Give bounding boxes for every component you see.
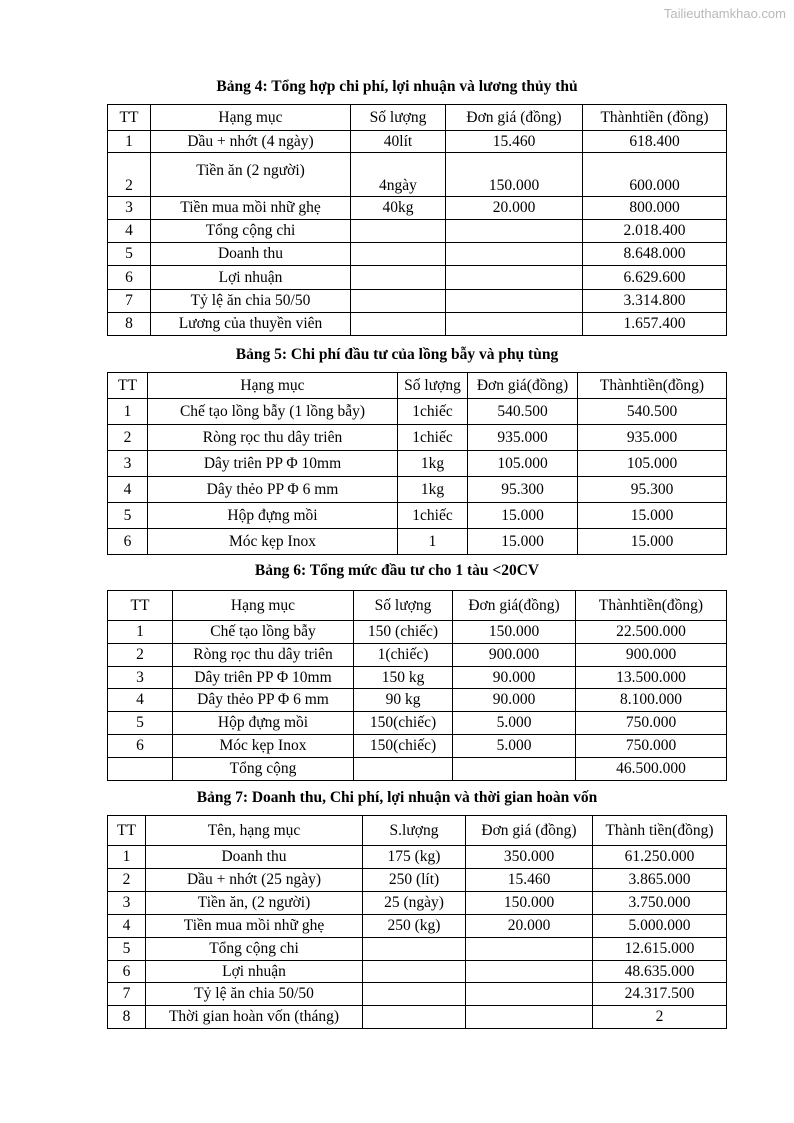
- table-cell: [466, 961, 593, 983]
- table-cell: 24.317.500: [593, 983, 727, 1006]
- table6-caption: Bảng 6: Tổng mức đầu tư cho 1 tàu <20CV: [254, 562, 540, 579]
- table-cell: Hộp đựng mồi: [148, 503, 398, 529]
- table-cell: 5.000: [453, 712, 576, 735]
- column-header: Tên, hạng mục: [146, 816, 363, 846]
- table-cell: Tổng cộng chi: [146, 938, 363, 961]
- column-header: Số lượng: [351, 105, 446, 131]
- table-cell: 540.500: [468, 399, 578, 425]
- table-cell: Thời gian hoàn vốn (tháng): [146, 1006, 363, 1029]
- table-cell: 15.000: [578, 529, 727, 555]
- table-cell: 5: [108, 938, 146, 961]
- table-cell: Tiền ăn (2 người): [151, 153, 351, 197]
- column-header: TT: [108, 591, 173, 621]
- table-cell: Lương của thuyền viên: [151, 313, 351, 336]
- table-cell: Dây triên PP Φ 10mm: [173, 667, 354, 689]
- table-row: [108, 758, 727, 781]
- column-header: Đơn giá (đồng): [446, 105, 583, 131]
- table-cell: [446, 266, 583, 290]
- column-header: TT: [108, 105, 151, 131]
- table-cell: [351, 290, 446, 313]
- table-cell: [446, 243, 583, 266]
- table-row: [108, 243, 727, 266]
- table-cell: 150 kg: [354, 667, 453, 689]
- table-cell: 900.000: [453, 644, 576, 667]
- table6: [107, 590, 727, 781]
- column-header: Đơn giá(đồng): [468, 373, 578, 399]
- table-cell: 22.500.000: [576, 621, 727, 644]
- table-cell: Dây thẻo PP Φ 6 mm: [148, 477, 398, 503]
- table-cell: 4: [108, 477, 148, 503]
- table-cell: 1chiếc: [398, 399, 468, 425]
- table-cell: 2: [108, 153, 151, 197]
- table-cell: 7: [108, 983, 146, 1006]
- table-cell: 7: [108, 290, 151, 313]
- table-cell: [108, 758, 173, 781]
- table-cell: 4ngày: [351, 153, 446, 197]
- table-cell: 350.000: [466, 846, 593, 869]
- table-cell: [351, 243, 446, 266]
- table-cell: 1: [398, 529, 468, 555]
- table-cell: 540.500: [578, 399, 727, 425]
- table-cell: 12.615.000: [593, 938, 727, 961]
- table-row: [108, 1006, 727, 1029]
- table-cell: 6: [108, 266, 151, 290]
- table-cell: Dây thẻo PP Φ 6 mm: [173, 689, 354, 712]
- table-cell: Dây triên PP Φ 10mm: [148, 451, 398, 477]
- table-cell: [446, 220, 583, 243]
- table-cell: 5: [108, 503, 148, 529]
- column-header: Số lượng: [398, 373, 468, 399]
- table-cell: [354, 758, 453, 781]
- table-cell: Tiền ăn, (2 người): [146, 892, 363, 915]
- table-row: [108, 983, 727, 1006]
- table-cell: Doanh thu: [151, 243, 351, 266]
- table-cell: Dầu + nhớt (4 ngày): [151, 131, 351, 153]
- column-header: TT: [108, 816, 146, 846]
- table-cell: 3: [108, 892, 146, 915]
- table-cell: 150.000: [466, 892, 593, 915]
- table-cell: 90.000: [453, 667, 576, 689]
- watermark: Tailieuthamkhao.com: [663, 6, 786, 21]
- table4: [107, 104, 727, 336]
- table5-caption: Bảng 5: Chi phí đầu tư của lồng bẫy và phụ tùng: [235, 346, 559, 363]
- table-cell: 618.400: [583, 131, 727, 153]
- table-cell: 1chiếc: [398, 425, 468, 451]
- table7: [107, 815, 727, 1029]
- table-cell: [351, 220, 446, 243]
- table-cell: Ròng rọc thu dây triên: [173, 644, 354, 667]
- table-cell: 95.300: [578, 477, 727, 503]
- table-cell: 8: [108, 313, 151, 336]
- table-cell: Lợi nhuận: [151, 266, 351, 290]
- table-row: [108, 131, 727, 153]
- table-cell: Dầu + nhớt (25 ngày): [146, 869, 363, 892]
- table-cell: Móc kẹp Inox: [173, 735, 354, 758]
- table-cell: 800.000: [583, 197, 727, 220]
- table-cell: 600.000: [583, 153, 727, 197]
- table4-caption: Bảng 4: Tổng hợp chi phí, lợi nhuận và lương thủy thủ: [216, 78, 578, 95]
- table-cell: 150(chiếc): [354, 712, 453, 735]
- table-cell: 1: [108, 131, 151, 153]
- table-cell: 3.314.800: [583, 290, 727, 313]
- table-cell: Tổng cộng chi: [151, 220, 351, 243]
- table-cell: 150 (chiếc): [354, 621, 453, 644]
- table-row: [108, 529, 727, 555]
- table-cell: 46.500.000: [576, 758, 727, 781]
- table-cell: 5: [108, 243, 151, 266]
- table-cell: 1: [108, 621, 173, 644]
- table-row: [108, 153, 727, 197]
- table-cell: [453, 758, 576, 781]
- table-header-row: [108, 816, 727, 846]
- table-cell: [363, 1006, 466, 1029]
- table-cell: 2: [593, 1006, 727, 1029]
- table-cell: Tỷ lệ ăn chia 50/50: [146, 983, 363, 1006]
- table-cell: 150(chiếc): [354, 735, 453, 758]
- table-header-row: [108, 105, 727, 131]
- table-cell: 15.000: [578, 503, 727, 529]
- table-cell: Ròng rọc thu dây triên: [148, 425, 398, 451]
- table-cell: 6: [108, 529, 148, 555]
- table-cell: 3.750.000: [593, 892, 727, 915]
- table-cell: 2: [108, 425, 148, 451]
- table-row: [108, 220, 727, 243]
- table-cell: 25 (ngày): [363, 892, 466, 915]
- table-cell: 250 (kg): [363, 915, 466, 938]
- table-cell: 3: [108, 667, 173, 689]
- table-cell: 250 (lít): [363, 869, 466, 892]
- table-cell: [466, 983, 593, 1006]
- table-cell: 15.460: [446, 131, 583, 153]
- table-cell: 5.000.000: [593, 915, 727, 938]
- table-cell: 40lít: [351, 131, 446, 153]
- table-cell: 95.300: [468, 477, 578, 503]
- table-row: [108, 451, 727, 477]
- table-cell: Doanh thu: [146, 846, 363, 869]
- table-cell: 61.250.000: [593, 846, 727, 869]
- table-cell: Tỷ lệ ăn chia 50/50: [151, 290, 351, 313]
- column-header: Thành tiền(đồng): [593, 816, 727, 846]
- column-header: Đơn giá (đồng): [466, 816, 593, 846]
- table7-caption: Bảng 7: Doanh thu, Chi phí, lợi nhuận và thời gian hoàn vốn: [196, 789, 598, 806]
- table-row: [108, 644, 727, 667]
- table-cell: 2.018.400: [583, 220, 727, 243]
- table-cell: 8.100.000: [576, 689, 727, 712]
- column-header: Đơn giá(đồng): [453, 591, 576, 621]
- table5: [107, 372, 727, 555]
- table-cell: 3: [108, 451, 148, 477]
- table-cell: 900.000: [576, 644, 727, 667]
- table-cell: 1kg: [398, 477, 468, 503]
- table-cell: Lợi nhuận: [146, 961, 363, 983]
- table-row: [108, 938, 727, 961]
- table-cell: 1: [108, 846, 146, 869]
- table-cell: 1(chiếc): [354, 644, 453, 667]
- column-header: S.lượng: [363, 816, 466, 846]
- table-row: [108, 399, 727, 425]
- table-cell: [466, 1006, 593, 1029]
- table-cell: 6: [108, 961, 146, 983]
- column-header: Hạng mục: [151, 105, 351, 131]
- table-row: [108, 869, 727, 892]
- table-cell: 4: [108, 220, 151, 243]
- table-cell: 2: [108, 869, 146, 892]
- table-cell: 48.635.000: [593, 961, 727, 983]
- table-cell: 150.000: [446, 153, 583, 197]
- table-row: [108, 667, 727, 689]
- table-cell: 1: [108, 399, 148, 425]
- table-row: [108, 425, 727, 451]
- table-row: [108, 266, 727, 290]
- table-cell: 20.000: [466, 915, 593, 938]
- table-row: [108, 712, 727, 735]
- table-cell: 15.000: [468, 503, 578, 529]
- table-cell: [351, 266, 446, 290]
- table-cell: 5.000: [453, 735, 576, 758]
- column-header: Thànhtiền(đồng): [576, 591, 727, 621]
- table-cell: [363, 983, 466, 1006]
- table-cell: 90 kg: [354, 689, 453, 712]
- table-cell: Chế tạo lồng bẫy: [173, 621, 354, 644]
- table-cell: [363, 938, 466, 961]
- table-cell: [466, 938, 593, 961]
- table-cell: 2: [108, 644, 173, 667]
- table-cell: 1chiếc: [398, 503, 468, 529]
- table-row: [108, 689, 727, 712]
- table-cell: Tiền mua mồi nhữ ghẹ: [146, 915, 363, 938]
- table-cell: [351, 313, 446, 336]
- table-row: [108, 503, 727, 529]
- table-header-row: [108, 373, 727, 399]
- table-cell: 150.000: [453, 621, 576, 644]
- table-cell: [363, 961, 466, 983]
- table-cell: Hộp đựng mồi: [173, 712, 354, 735]
- table-cell: 8: [108, 1006, 146, 1029]
- table-cell: 8.648.000: [583, 243, 727, 266]
- table-row: [108, 197, 727, 220]
- table-cell: 15.000: [468, 529, 578, 555]
- table-cell: 105.000: [468, 451, 578, 477]
- table-row: [108, 290, 727, 313]
- column-header: Thànhtiền (đồng): [583, 105, 727, 131]
- table-row: [108, 621, 727, 644]
- table-cell: 13.500.000: [576, 667, 727, 689]
- table-row: [108, 892, 727, 915]
- table-row: [108, 961, 727, 983]
- table-cell: Chế tạo lồng bẫy (1 lồng bẫy): [148, 399, 398, 425]
- table-cell: 935.000: [468, 425, 578, 451]
- table-cell: 175 (kg): [363, 846, 466, 869]
- table-cell: 4: [108, 689, 173, 712]
- column-header: Thànhtiền(đồng): [578, 373, 727, 399]
- table-cell: Móc kẹp Inox: [148, 529, 398, 555]
- column-header: Hạng mục: [173, 591, 354, 621]
- table-row: [108, 477, 727, 503]
- table-cell: 20.000: [446, 197, 583, 220]
- column-header: TT: [108, 373, 148, 399]
- table-cell: [446, 313, 583, 336]
- table-cell: 4: [108, 915, 146, 938]
- table-row: [108, 846, 727, 869]
- table-cell: 3: [108, 197, 151, 220]
- table-cell: 935.000: [578, 425, 727, 451]
- table-row: [108, 915, 727, 938]
- table-cell: 15.460: [466, 869, 593, 892]
- table-cell: 3.865.000: [593, 869, 727, 892]
- table-cell: 750.000: [576, 735, 727, 758]
- table-cell: 90.000: [453, 689, 576, 712]
- table-cell: 6.629.600: [583, 266, 727, 290]
- table-cell: Tiền mua mồi nhữ ghẹ: [151, 197, 351, 220]
- table-row: [108, 735, 727, 758]
- table-cell: 6: [108, 735, 173, 758]
- table-cell: 5: [108, 712, 173, 735]
- table-cell: 40kg: [351, 197, 446, 220]
- column-header: Hạng mục: [148, 373, 398, 399]
- table-row: [108, 313, 727, 336]
- table-cell: 1kg: [398, 451, 468, 477]
- table-cell: [446, 290, 583, 313]
- table-cell: 750.000: [576, 712, 727, 735]
- table-cell: 1.657.400: [583, 313, 727, 336]
- table-header-row: [108, 591, 727, 621]
- column-header: Số lượng: [354, 591, 453, 621]
- table-cell: 105.000: [578, 451, 727, 477]
- table-cell: Tổng cộng: [173, 758, 354, 781]
